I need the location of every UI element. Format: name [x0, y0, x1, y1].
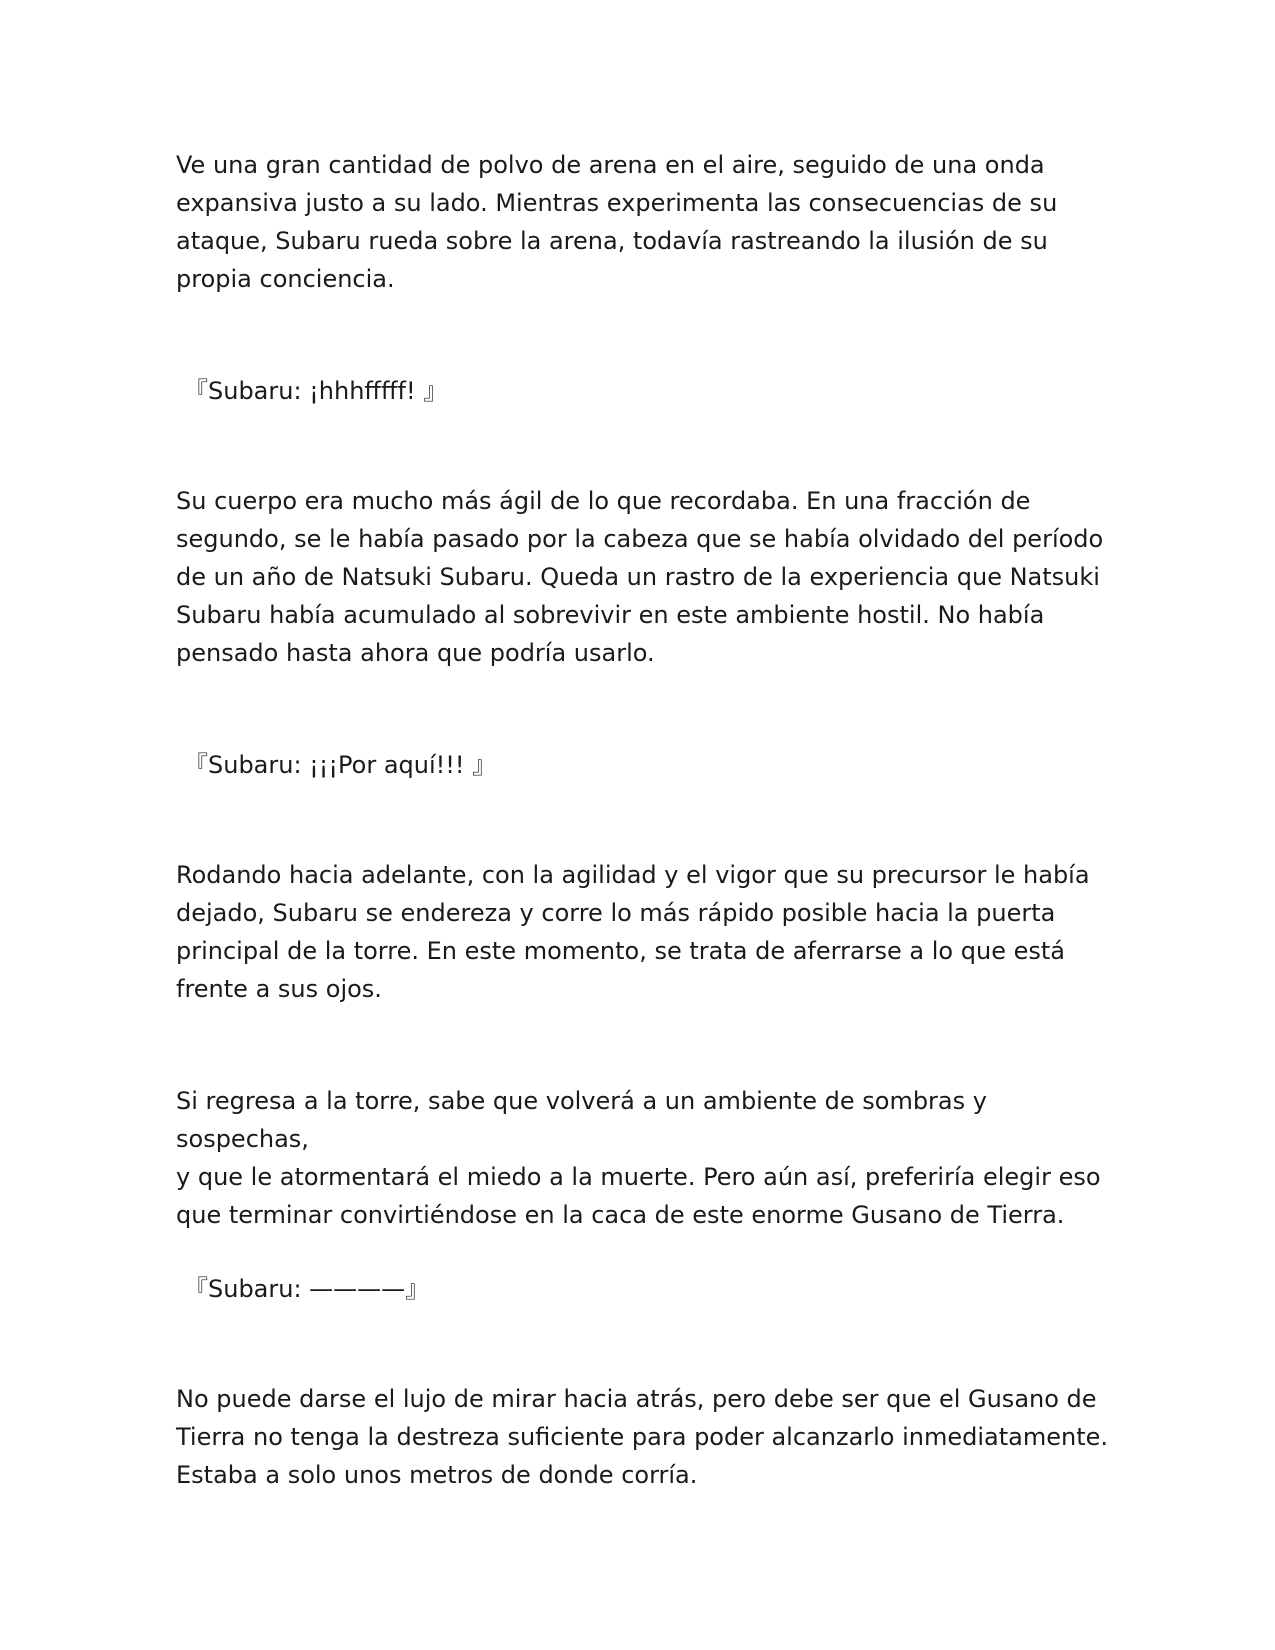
paragraph-3: Rodando hacia adelante, con la agilidad y el vigor que su precursor le había dejado, Subaru se endereza y corre lo más rápido posible hacia la puerta principal de la torre. En este momento, se trata de aferrarse a lo que está frente a sus ojos. [176, 861, 1090, 1003]
paragraph-1: Ve una gran cantidad de polvo de arena en el aire, seguido de una onda expansiva justo a su lado. Mientras experimenta las consecuencias de su ataque, Subaru rueda sobre la arena, todavía rastreando la ilusión de su propia conciencia. [176, 151, 1058, 293]
dialogue-line-2: 『Subaru: ¡¡¡Por aquí!!! 』 [184, 751, 497, 779]
paragraph-5: No puede darse el lujo de mirar hacia atrás, pero debe ser que el Gusano de Tierra no tenga la destreza suficiente para poder alcanzarlo inmediatamente. Estaba a solo unos metros de donde corría. [176, 1385, 1109, 1489]
dialogue-line-1: 『Subaru: ¡hhhfffff! 』 [184, 377, 448, 405]
paragraph-4: Si regresa a la torre, sabe que volverá a un ambiente de sombras y sospechas, y que le atormentará el miedo a la muerte. Pero aún así, preferiría elegir eso que terminar convirtiéndose en la caca de este enorme Gusano de Tierra. [176, 1087, 1101, 1229]
paragraph-2: Su cuerpo era mucho más ágil de lo que recordaba. En una fracción de segundo, se le había pasado por la cabeza que se había olvidado del período de un año de Natsuki Subaru. Queda un rastro de la experiencia que Natsuki Subaru había acumulado al sobrevivir en este ambiente hostil. No había pensado hasta ahora que podría usarlo. [176, 487, 1104, 667]
dialogue-line-3: 『Subaru: ————』 [184, 1275, 430, 1303]
